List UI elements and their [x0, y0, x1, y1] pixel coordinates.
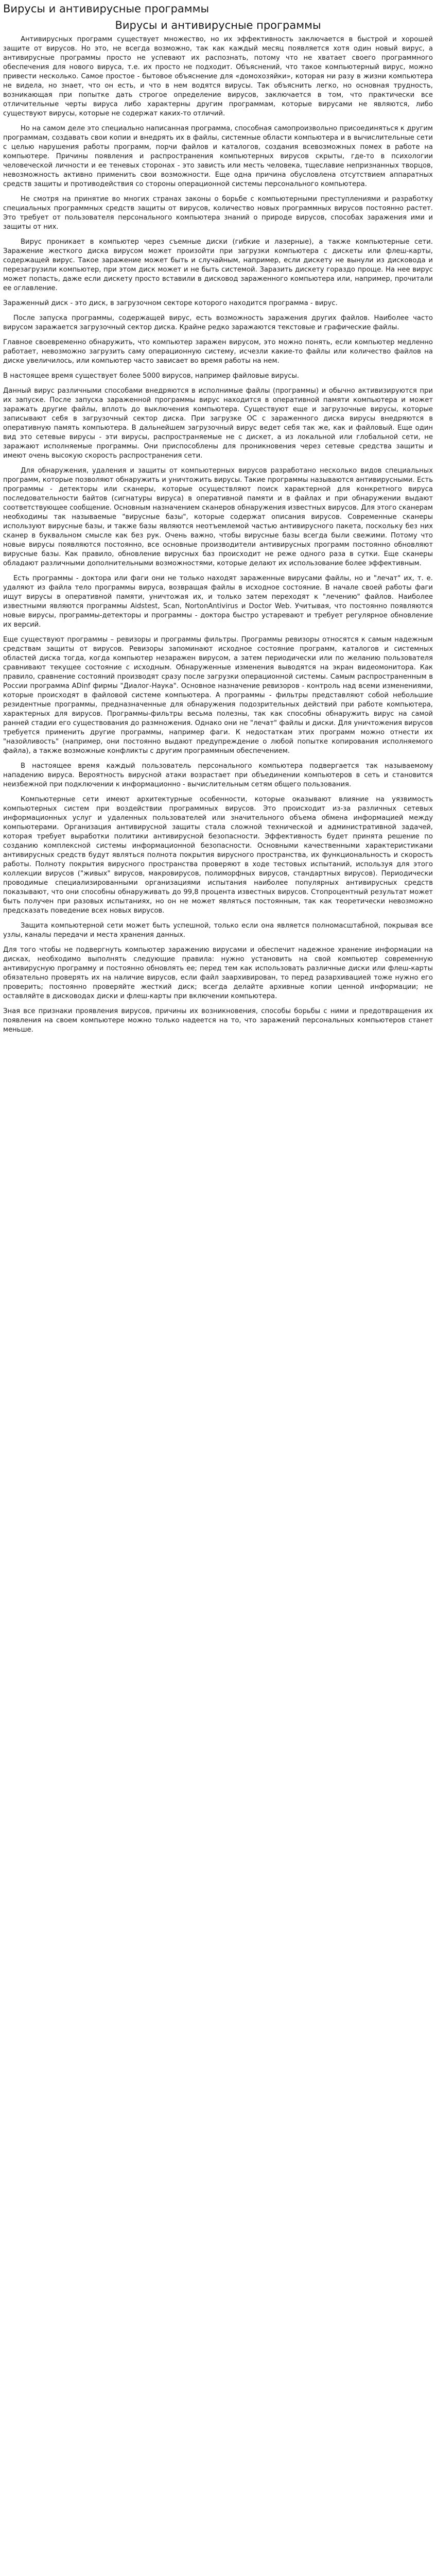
- paragraph-auditors-filters: Еще существуют программы – ревизоры и программы фильтры. Программы ревизоры относятся к самым надежным средствам защиты от вирусов. Ревизоры запоминают исходное состояние программ, каталогов и системных областей диска тогда, когда компьютер незаражен вирусом, а затем периодически или по желанию пользователя сравнивают текущее состояние с исходным. Обнаруженные изменения выводятся на экран видеомонитора. Как правило, сравнение состояний производят сразу после загрузки операционной системы. Самым распространенным в России программа ADinf фирмы "Диалог-Наука". Основное назначение ревизоров - контроль над всеми изменениями, которые происходят в файловой системе компьютера. А программы - фильтры представляют собой небольшие резидентные программы, предназначенные для обнаружения подозрительных действий при работе компьютера, характерных для вирусов. Программы-фильтры весьма полезны, так как способны обнаружить вирус на самой ранней стадии его существования до размножения. Однако они не "лечат" файлы и диски. Для уничтожения вирусов требуется применить другие программы, например фаги. К недостаткам этих программ можно отнести их "назойливость" (например, они постоянно выдают предупреждение о любой попытке копирования исполняемого файла), а также возможные конфликты с другим программным обеспечением.: [3, 636, 433, 755]
- paragraph-network-attack: В настоящее время каждый пользователь персонального компьютера подвергается так называемому нападению вируса. Вероятность вирусной атаки возрастает при объединении компьютеров в сеть и становится неизбежной при подключении к информационно - вычислительным сетям общего пользования.: [3, 762, 433, 788]
- article-heading: Вирусы и антивирусные программы: [115, 19, 321, 31]
- paragraph-infection-ways: Вирус проникает в компьютер через съемные диски (гибкие и лазерные), а также компьютерные сети. Заражение жесткого диска вирусом может произойти при загрузки компьютера с дискеты или флеш-карты, содержащей вирус. Такое заражение может быть и случайным, например, если дискету не вынули из дисковода и перезагрузили компьютер, при этом диск может и не быть системой. Заразить дискету гораздо проще. На нее вирус может попасть, даже если дискету просто вставили в дисковод зараженного компьютера или, например, прочитали ее оглавление.: [3, 238, 433, 292]
- paragraph-network-protection: Защита компьютерной сети может быть успешной, только если она является полномасштабной, покрывая все узлы, каналы передачи и места хранения данных.: [3, 922, 433, 939]
- paragraph-symptoms: Главное своевременно обнаружить, что компьютер заражен вирусом, это можно понять, если компьютер медленно работает, невозможно загрузить саму операционную систему, исчезли какие-то файлы или количество файлов на диске увеличилось, или компьютер часто зависает во время работы на нем.: [3, 339, 433, 365]
- paragraph-definition: Но на самом деле это специально написанная программа, способная самопроизвольно присоединяться к другим программам, создавать свои копии и внедрять их в файлы, системные области компьютера и в вычислительные сети с целью нарушения работы программ, порчи файлов и каталогов, создания всевозможных помех в работе на компьютере. Причины появления и распространения компьютерных вирусов скрыты, где-то в психологии человеческой личности и ее теневых сторонах - это зависть или месть человека, тщеславие непризнанных творцов, невозможность активно применить свои возможности. Еще одна причина обусловлена отсутствием аппаратных средств защиты и противодействия со стороны операционной системы персонального компьютера.: [3, 125, 433, 188]
- paragraph-virus-count: В настоящее время существует более 5000 вирусов, например файловые вирусы.: [3, 372, 300, 380]
- paragraph-doctors: Есть программы - доктора или фаги они не только находят зараженные вирусами файлы, но и "лечат" их, т. е. удаляют из файла тело программы вируса, возвращая файлы в исходное состояние. В начале своей работы фаги ищут вирусы в оперативной памяти, уничтожая их, и только затем переходят к "лечению" файлов. Наиболее известными являются программы Aidstest, Scan, NortonAntivirus и Doctor Web. Учитывая, что постоянно появляются новые вирусы, программы-детекторы и программы - доктора быстро устаревают и требует регулярное обновление их версий.: [3, 575, 433, 629]
- paragraph-intro: Антивирусных программ существует множество, но их эффективность заключается в быстрой и хорошей защите от вирусов. Но это, не всегда возможно, так как каждый месяц появляется хотя один новый вирус, а антивирусные программы просто не успевают их распознать, потому что не хватает своего программного обеспечения для нового вируса, т.е. их просто не подходит. Объяснений, что такое компьютерный вирус, можно привести несколько. Самое простое - бытовое объяснение для «домохозяйки», которая ни разу в жизни компьютера не видела, но знает, что он есть, и что в нем водятся вирусы. Так объяснить легко, но основная трудность, возникающая при попытке дать строгое определение вирусов, заключается в том, что практически все отличительные черты вируса либо характерны другим программам, которые вирусами не являются, либо существуют вирусы, которые не содержат каких-то отличий.: [3, 36, 433, 117]
- article-body: [3, 35, 433, 1035]
- paragraph-network-architecture: Компьютерные сети имеют архитектурные особенности, которые оказывают влияние на уязвимость компьютерных систем при воздействии программных вирусов. Это происходит из-за различных сетевых информационных услуг и удаленных пользователей или значительного объема обмена информацией между компьютерами. Организация антивирусной защиты стала сложной технической и административной задачей, которая требует выработки политики антивирусной безопасности. Эффективность будет принята решение по созданию комплексной системы информационной безопасности. Основными качественными характеристиками антивирусных средств будут являться полнота покрытия вирусного пространства, их функциональность и скорость работы. Полноту покрытия вирусного пространства проверяют в ходе тестовых испытаний, используя для этого коллекции вирусов ("живых" вирусов, макровирусов, полиморфных вирусов, стандартных вирусов). Периодически проводимые специализированными организациями испытания наиболее популярных антивирусных средств показывают, что они способны обнаруживать до 99,8 процента известных вирусов. Стопроцентный результат может быть получен при разовых испытаниях, но он не может являться постоянным, так как теоретически невозможно предсказать поведение всех новых вирусов.: [3, 796, 433, 915]
- paragraph-scanners: Для обнаружения, удаления и защиты от компьютерных вирусов разработано несколько видов специальных программ, которые позволяют обнаружить и уничтожить вирусы. Такие программы называются антивирусными. Есть программы - детекторы или сканеры, которые осуществляют поиск характерной для конкретного вируса последовательности байтов (сигнатуры вируса) в оперативной памяти и в файлах и при обнаружении выдают соответствующее сообщение. Основным назначением сканеров обнаружения известных вирусов. Для этого сканерам необходимы так называемые "вирусные базы", которые содержат описания вирусов. Современные сканеры используют вирусные базы, и также базы являются неотъемлемой частью антивирусного пакета, поскольку без них сканер в буквальном смысле как без рук. Очень важно, чтобы вирусные базы всегда были свежими. Потому что новые вирусы появляются постоянно, все основные производители антивирусных программ постоянно обновляют вирусные базы. Как правило, обновление вирусных баз происходит не реже одного раза в сутки. Еще сканеры обладают различными дополнительными возможностями, которые делают их использование более эффективным.: [3, 467, 433, 567]
- paragraph-conclusion: Зная все признаки проявления вирусов, причины их возникновения, способы борьбы с ними и предотвращения их появления на своем компьютере можно только надеется на то, что заражений персональных компьютеров станет меньше.: [3, 1007, 433, 1034]
- paragraph-infected-disk: Зараженный диск - это диск, в загрузочном секторе которого находится программа - вирус.: [3, 299, 338, 307]
- paragraph-rules: Для того чтобы не подвергнуть компьютер заражению вирусами и обеспечит надежное хранение информации на дисках, необходимо выполнять следующие правила: нужно установить на свой компьютер современную антивирусную программу и постоянно обновлять ее; перед тем как использовать различные диски или флеш-карты обязательно проверять их на наличие вирусов, если файл заархивирован, то перед разархивацией тоже нужно его проверить; постоянно проверяйте жесткий диск; всегда делайте архивные копии ценной информации; не оставляйте в дисководах диски и флеш-карты при включении компьютера.: [3, 946, 433, 1000]
- paragraph-virus-types: Данный вирус различными способами внедряются в исполнимые файлы (программы) и обычно активизируются при их запуске. После запуска зараженной программы вирус находится в оперативной памяти компьютера и может заражать другие файлы, вплоть до выключения компьютера. Существуют еще и загрузочные вирусы, которые записывают себя в загрузочный сектор диска. При загрузке ОС с зараженного диска вирусы внедряются в оперативную память компьютера. В дальнейшем загрузочный вирус ведет себя так же, как и файловый. Еще один вид это сетевые вирусы - эти вирусы, распространяемые не с дискет, а из локальной или глобальной сети, не заражают исполняемые программы. Они приспособлены для проникновения через сетевые средства защиты и имеют очень высокую скорость распространения сети.: [3, 387, 433, 460]
- paragraph-after-launch: После запуска программы, содержащей вирус, есть возможность заражения других файлов. Наиболее часто вирусом заражается загрузочный сектор диска. Крайне редко заражаются текстовые и графические файлы.: [3, 314, 433, 331]
- paragraph-laws: Не смотря на принятие во многих странах законы о борьбе с компьютерными преступлениями и разработку специальных программных средств защиты от вирусов, количество новых программных вирусов постоянно растет. Это требует от пользователя персонального компьютера знаний о природе вирусов, способах заражения ими и защиты от них.: [3, 195, 433, 231]
- page-title: Вирусы и антивирусные программы: [3, 3, 210, 15]
- article-page: [0, 0, 436, 1035]
